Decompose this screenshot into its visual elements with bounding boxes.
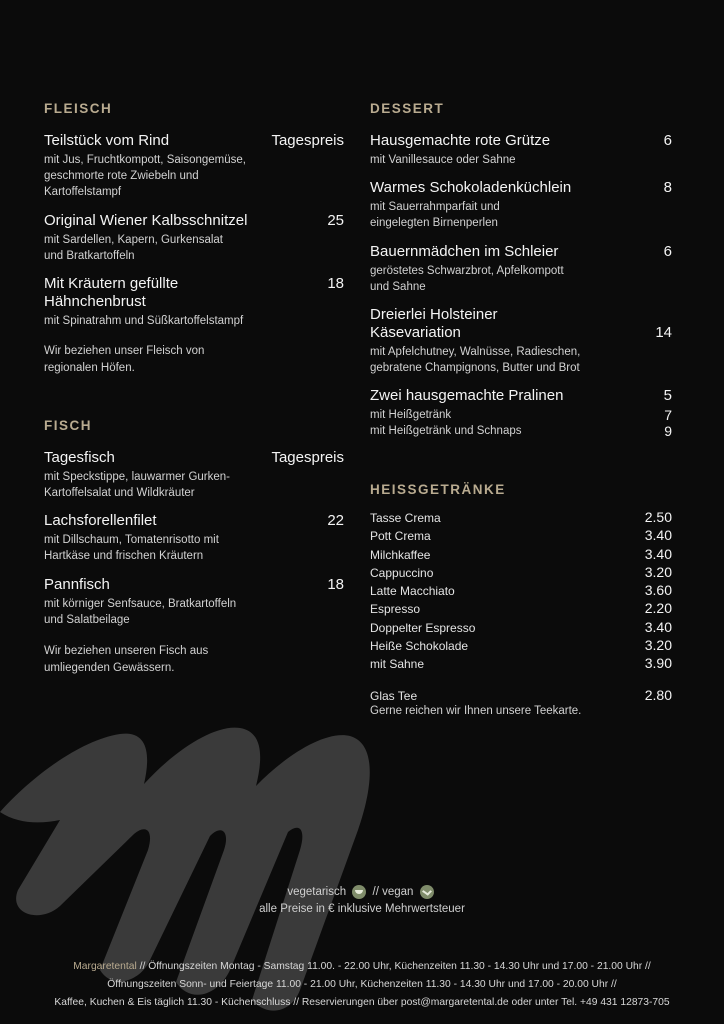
variant-label: mit Heißgetränk	[370, 409, 452, 421]
item-name: Zwei hausgemachte Pralinen	[370, 387, 564, 404]
footer-line-2: Öffnungszeiten Sonn- und Feiertage 11.00 - 21.00 Uhr, Küchenzeiten 11.30 - 14.30 Uhr und 17.00 - 20.00 Uhr //	[107, 979, 617, 990]
vegetarian-icon	[352, 885, 366, 899]
drinks-list	[370, 509, 672, 717]
item-description: mit Apfelchutney, Walnüsse, Radieschen, gebratene Champignons, Butter und Brot	[370, 346, 581, 374]
menu-item	[370, 179, 672, 231]
menu-item	[44, 212, 344, 264]
legend-separator: //	[372, 886, 379, 898]
footer-line-1: // Öffnungszeiten Montag - Samstag 11.00. - 22.00 Uhr, Küchenzeiten 11.30 - 14.30 Uhr und 17.00 - 21.00 Uhr //	[136, 961, 651, 972]
menu-item	[370, 243, 672, 295]
item-name: Bauernmädchen im Schleier	[370, 243, 559, 260]
menu-item	[44, 512, 344, 564]
item-price: 18	[327, 275, 344, 292]
menu-item	[370, 132, 672, 168]
item-name: Hausgemachte rote Grütze	[370, 132, 551, 149]
item-name: Tagesfisch	[44, 449, 115, 466]
list-item: Latte Macchiato 3.60	[370, 582, 672, 599]
item-name: Original Wiener Kalbsschnitzel	[44, 212, 248, 229]
item-price: Tagespreis	[271, 449, 344, 466]
menu-item	[44, 449, 344, 501]
item-name: Teilstück vom Rind	[44, 132, 170, 149]
menu-item	[44, 576, 344, 628]
variant-price: 9	[664, 423, 672, 439]
brand-name: Margaretental	[73, 961, 137, 972]
section-note: Wir beziehen unseren Fisch aus umliegenden Gewässern.	[44, 645, 209, 674]
tea-note: Gerne reichen wir Ihnen unsere Teekarte.	[370, 704, 582, 717]
item-price: 6	[663, 132, 672, 149]
section-title-dessert: DESSERT	[370, 101, 445, 116]
item-price: 6	[663, 243, 672, 260]
footer-line-3: Kaffee, Kuchen & Eis täglich 11.30 - Küchenschluss // Reservierungen über post@margaretental.de oder unter Tel. +49 431 12873-705	[54, 997, 670, 1008]
legend-vegetarian-label: vegetarisch	[287, 886, 347, 898]
list-item: mit Sahne 3.90	[370, 655, 672, 672]
section-title-heissgetraenke: HEISSGETRÄNKE	[370, 482, 506, 497]
list-item: Heiße Schokolade 3.20	[370, 637, 672, 654]
item-description: mit Vanillesauce oder Sahne	[370, 154, 516, 166]
section-note: Wir beziehen unser Fleisch von regionalen Höfen.	[44, 345, 205, 374]
variant-price: 7	[664, 407, 672, 423]
list-item: Tasse Crema 2.50	[370, 509, 672, 525]
item-variants	[370, 407, 672, 439]
legend	[0, 884, 724, 918]
menu-item	[44, 275, 344, 329]
item-price: 14	[655, 324, 672, 341]
item-description: mit Dillschaum, Tomatenrisotto mit Hartkäse und frischen Kräutern	[44, 534, 219, 562]
vat-note: alle Preise in € inklusive Mehrwertsteuer	[259, 903, 465, 915]
legend-vegan-label: vegan	[382, 886, 414, 898]
item-description: mit Sauerrahmparfait und eingelegten Birnenperlen	[370, 201, 500, 229]
list-item: Pott Crema 3.40	[370, 527, 672, 544]
vegan-icon	[420, 885, 434, 899]
list-item: Glas Tee 2.80	[370, 686, 672, 703]
item-price: 25	[327, 212, 344, 229]
item-description: mit Speckstippe, lauwarmer Gurken- Kartoffelsalat und Wildkräuter	[44, 471, 230, 499]
list-item: Cappuccino 3.20	[370, 563, 672, 580]
item-name: Pannfisch	[44, 576, 110, 593]
item-name: Mit Kräutern gefüllte Hähnchenbrust	[44, 275, 179, 310]
section-title-fleisch: FLEISCH	[44, 101, 113, 116]
item-price: Tagespreis	[271, 132, 344, 149]
menu-item	[370, 387, 672, 439]
item-price: 8	[663, 179, 672, 196]
menu-item	[44, 132, 344, 200]
item-price: 22	[327, 512, 344, 529]
item-name: Warmes Schokoladenküchlein	[370, 179, 572, 196]
list-item: Doppelter Espresso 3.40	[370, 618, 672, 635]
item-price: 18	[327, 576, 344, 593]
item-price: 5	[663, 387, 672, 404]
item-description: mit körniger Senfsauce, Bratkartoffeln und Salatbeilage	[44, 598, 237, 626]
list-item: Espresso 2.20	[370, 600, 672, 617]
item-description: mit Sardellen, Kapern, Gurkensalat und Bratkartoffeln	[44, 234, 223, 262]
footer	[0, 958, 724, 1012]
section-title-fisch: FISCH	[44, 418, 92, 433]
list-item: Milchkaffee 3.40	[370, 545, 672, 562]
item-description: mit Jus, Fruchtkompott, Saisongemüse, geschmorte rote Zwiebeln und Kartoffelstampf	[44, 154, 246, 198]
item-name: Dreierlei Holsteiner Käsevariation	[370, 306, 498, 341]
item-description: geröstetes Schwarzbrot, Apfelkompott und Sahne	[370, 265, 564, 293]
variant-label: mit Heißgetränk und Schnaps	[370, 425, 522, 437]
menu-item	[370, 306, 672, 376]
item-name: Lachsforellenfilet	[44, 512, 157, 529]
item-description: mit Spinatrahm und Süßkartoffelstampf	[44, 315, 244, 327]
